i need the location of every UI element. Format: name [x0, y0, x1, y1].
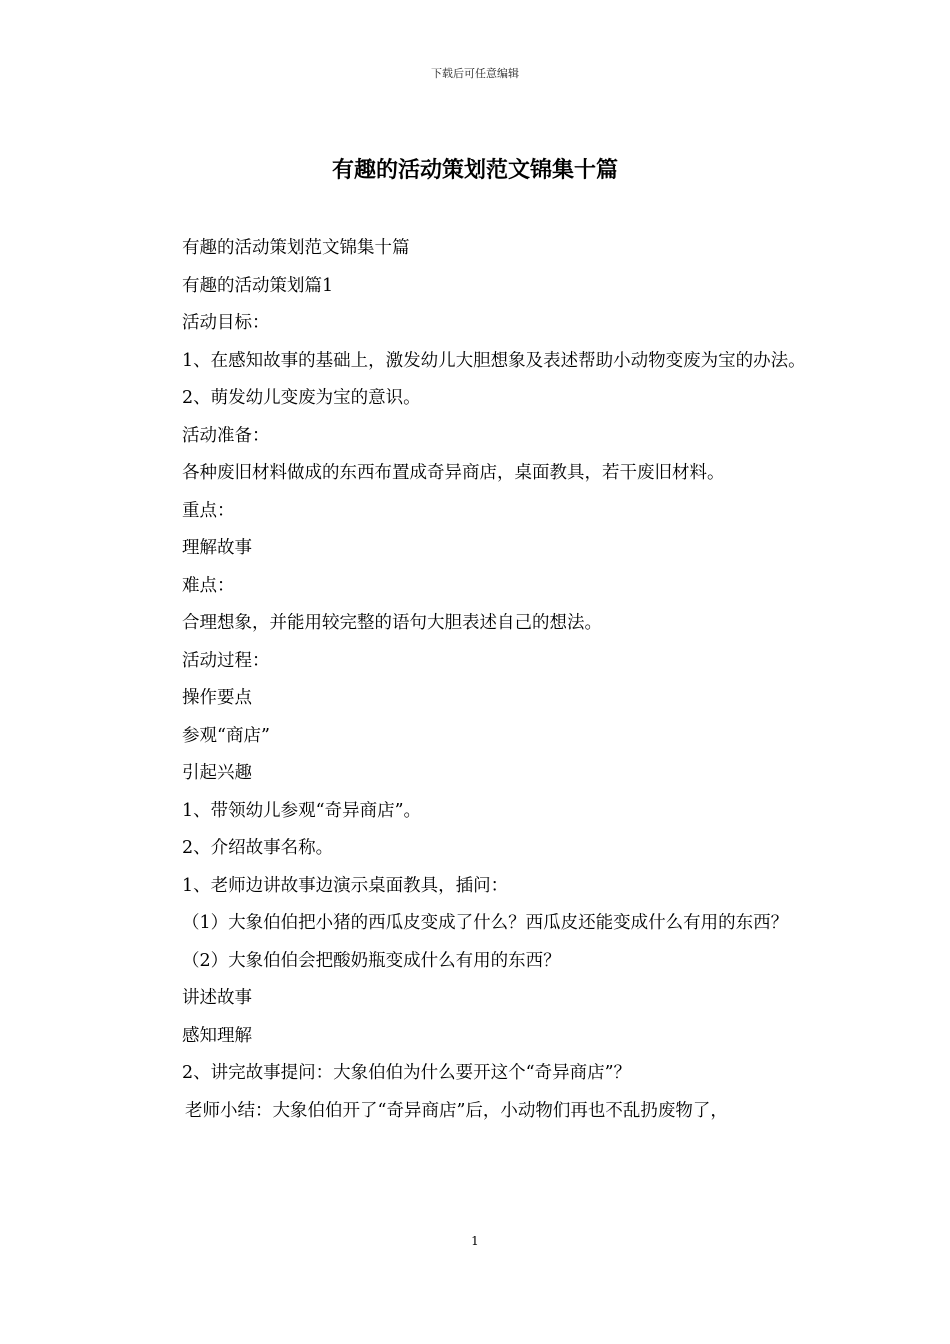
paragraph: 老师小结：大象伯伯开了“奇异商店”后，小动物们再也不乱扔废物了， — [185, 1100, 728, 1121]
paragraph: 讲述故事 — [182, 988, 252, 1008]
paragraph: 1、在感知故事的基础上，激发幼儿大胆想象及表述帮助小动物变废为宝的办法。 — [182, 350, 806, 371]
paragraph: 合理想象，并能用较完整的语句大胆表述自己的想法。 — [182, 613, 602, 633]
paragraph: 理解故事 — [182, 538, 252, 558]
header-note: 下载后可任意编辑 — [431, 67, 519, 80]
paragraph: （2）大象伯伯会把酸奶瓶变成什么有用的东西？ — [182, 950, 561, 971]
document-body — [144, 230, 808, 1130]
paragraph: 2、讲完故事提问：大象伯伯为什么要开这个“奇异商店”？ — [182, 1063, 632, 1083]
paragraph: 活动准备： — [182, 425, 270, 446]
paragraph: 重点： — [182, 500, 235, 521]
paragraph: 活动过程： — [182, 650, 270, 671]
document-title: 有趣的活动策划范文锦集十篇 — [331, 157, 618, 183]
paragraph: 有趣的活动策划范文锦集十篇 — [182, 238, 410, 258]
paragraph: 1、老师边讲故事边演示桌面教具，插问： — [182, 875, 509, 896]
paragraph: 2、介绍故事名称。 — [182, 838, 334, 858]
paragraph: 参观“商店” — [182, 725, 270, 746]
paragraph: 引起兴趣 — [182, 763, 252, 783]
paragraph: 操作要点 — [182, 688, 252, 708]
paragraph: 有趣的活动策划篇1 — [182, 275, 334, 296]
paragraph: 感知理解 — [182, 1025, 252, 1046]
paragraph: （1）大象伯伯把小猪的西瓜皮变成了什么？西瓜皮还能变成什么有用的东西？ — [182, 913, 789, 933]
paragraph: 难点： — [182, 575, 235, 596]
paragraph: 2、萌发幼儿变废为宝的意识。 — [182, 388, 421, 408]
paragraph: 活动目标： — [182, 313, 270, 333]
paragraph: 1、带领幼儿参观“奇异商店”。 — [182, 800, 422, 821]
page-number: 1 — [471, 1234, 479, 1248]
paragraph: 各种废旧材料做成的东西布置成奇异商店，桌面教具，若干废旧材料。 — [182, 463, 725, 483]
